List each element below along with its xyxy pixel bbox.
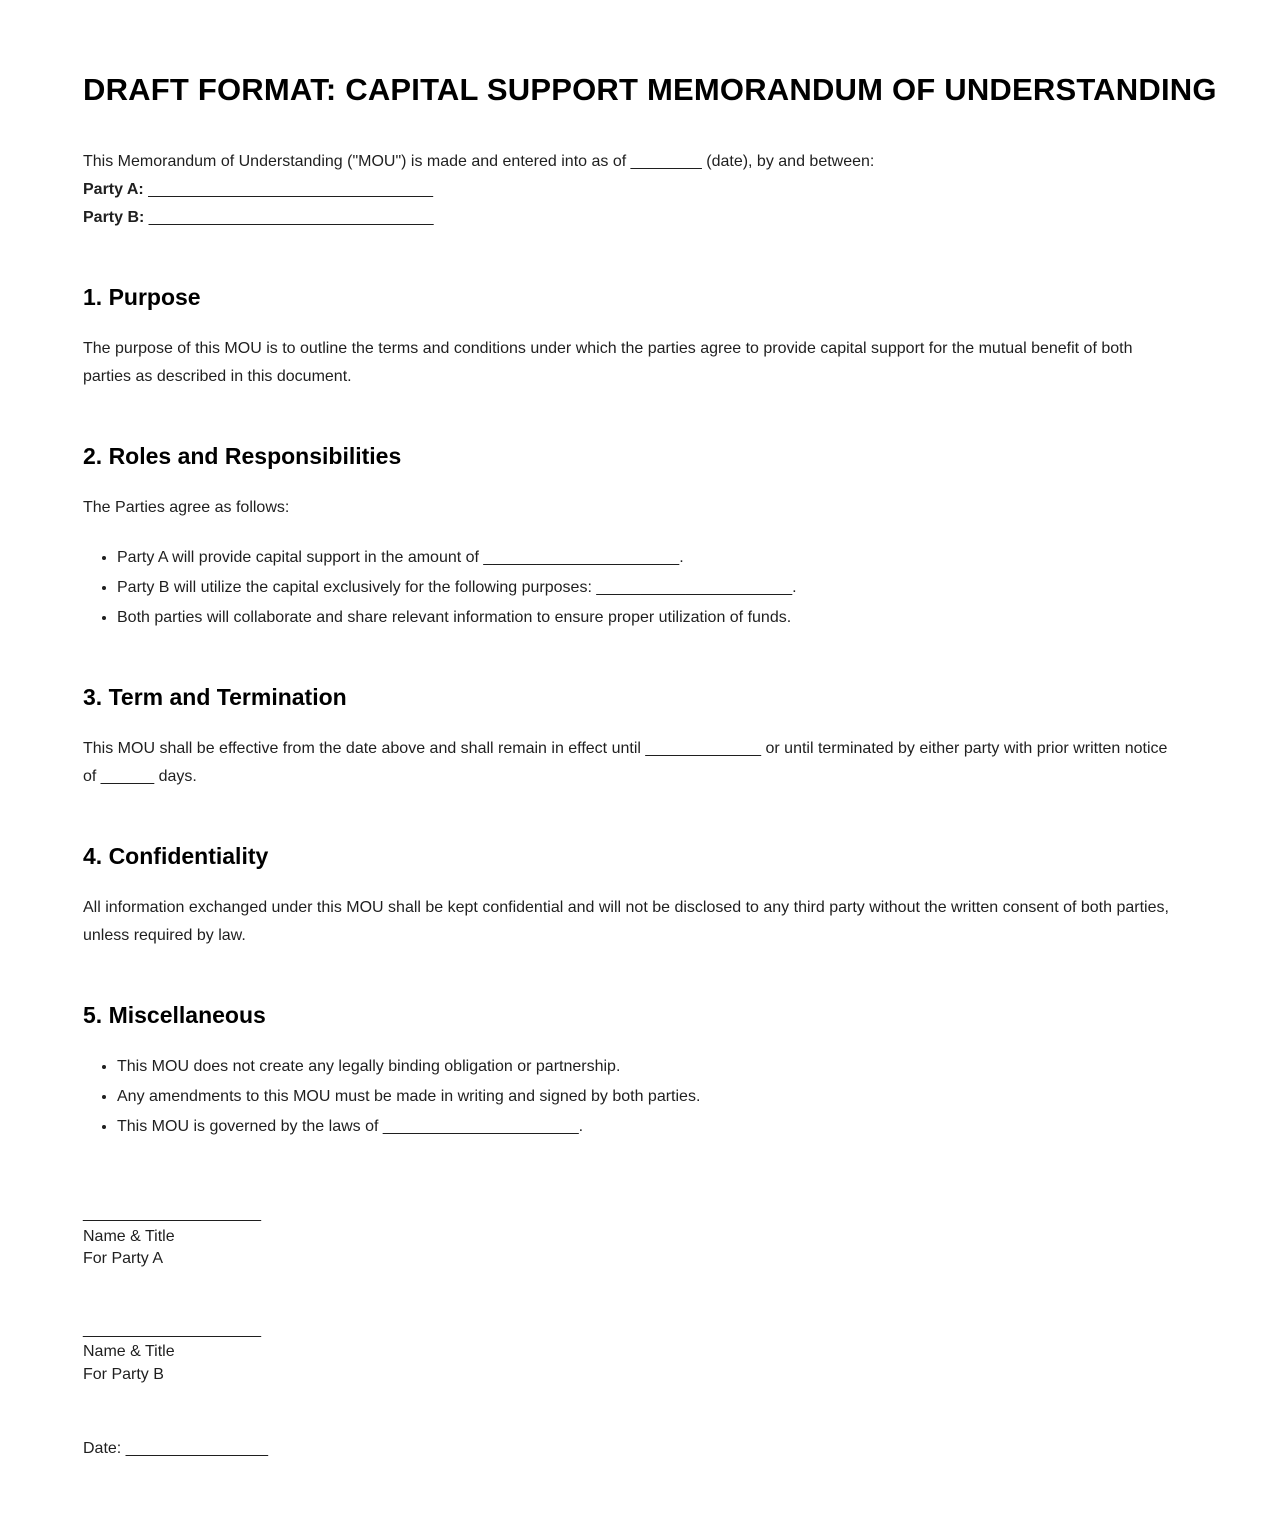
bullet-item: • This MOU is governed by the laws of ______________________.: [117, 1113, 1181, 1141]
bullet-item: • This MOU does not create any legally binding obligation or partnership.: [117, 1053, 1181, 1081]
party-b-line: [83, 204, 1181, 232]
signature-for-party: For Party A: [83, 1250, 164, 1267]
miscellaneous-bullet-list: [83, 1053, 1181, 1141]
party-a-line: [83, 176, 1181, 204]
intro-block: [83, 148, 1181, 232]
section-heading-roles: 2. Roles and Responsibilities: [83, 443, 402, 469]
signature-block-party-b: [83, 1319, 1181, 1387]
section-miscellaneous: [83, 1002, 1181, 1141]
signature-name-title: Name & Title: [83, 1227, 175, 1245]
signature-for-party: For Party B: [83, 1365, 164, 1383]
section-term-termination: [83, 684, 1181, 791]
bullet-item: • Party B will utilize the capital exclusively for the following purposes: ______________________.: [117, 574, 1181, 602]
section-confidentiality: [83, 843, 1181, 950]
party-b-blank: ________________________________: [144, 209, 434, 226]
section-body-confidentiality: All information exchanged under this MOU shall be kept confidential and will not be disclosed to any third party without the written consent of both parties, unless required by law.: [83, 899, 1169, 944]
section-body-roles: The Parties agree as follows:: [83, 499, 290, 516]
intro-paragraph: This Memorandum of Understanding ("MOU") is made and entered into as of ________ (date), by and between:: [83, 153, 875, 170]
party-b-label: Party B:: [83, 209, 145, 226]
section-body-purpose: The purpose of this MOU is to outline the terms and conditions under which the parties agree to provide capital support for the mutual benefit of both parties as described in this document.: [83, 340, 1133, 385]
bullet-item: • Party A will provide capital support in the amount of ______________________.: [117, 544, 1181, 572]
party-a-label: Party A:: [83, 181, 144, 198]
section-heading-term: 3. Term and Termination: [83, 684, 347, 710]
section-purpose: [83, 284, 1181, 391]
document-title: DRAFT FORMAT: CAPITAL SUPPORT MEMORANDUM OF UNDERSTANDING: [83, 72, 1217, 107]
section-roles-responsibilities: [83, 443, 1181, 632]
signature-line: ____________________: [83, 1320, 261, 1338]
section-heading-miscellaneous: 5. Miscellaneous: [83, 1002, 266, 1028]
bullet-item: • Any amendments to this MOU must be made in writing and signed by both parties.: [117, 1083, 1181, 1111]
section-heading-purpose: 1. Purpose: [83, 284, 201, 310]
bullet-item: • Both parties will collaborate and share relevant information to ensure proper utilization of funds.: [117, 604, 1181, 632]
party-a-blank: ________________________________: [143, 181, 433, 198]
section-body-term: This MOU shall be effective from the date above and shall remain in effect until _____________ or until terminated by either party with prior written notice of ______ days.: [83, 740, 1168, 785]
signature-name-title: Name & Title: [83, 1343, 175, 1360]
date-line: Date: ________________: [83, 1440, 269, 1457]
signature-line: ____________________: [83, 1205, 261, 1222]
signature-block-party-a: [83, 1203, 1181, 1271]
signature-area: [83, 1203, 1181, 1461]
roles-bullet-list: [83, 544, 1181, 632]
section-heading-confidentiality: 4. Confidentiality: [83, 843, 269, 869]
